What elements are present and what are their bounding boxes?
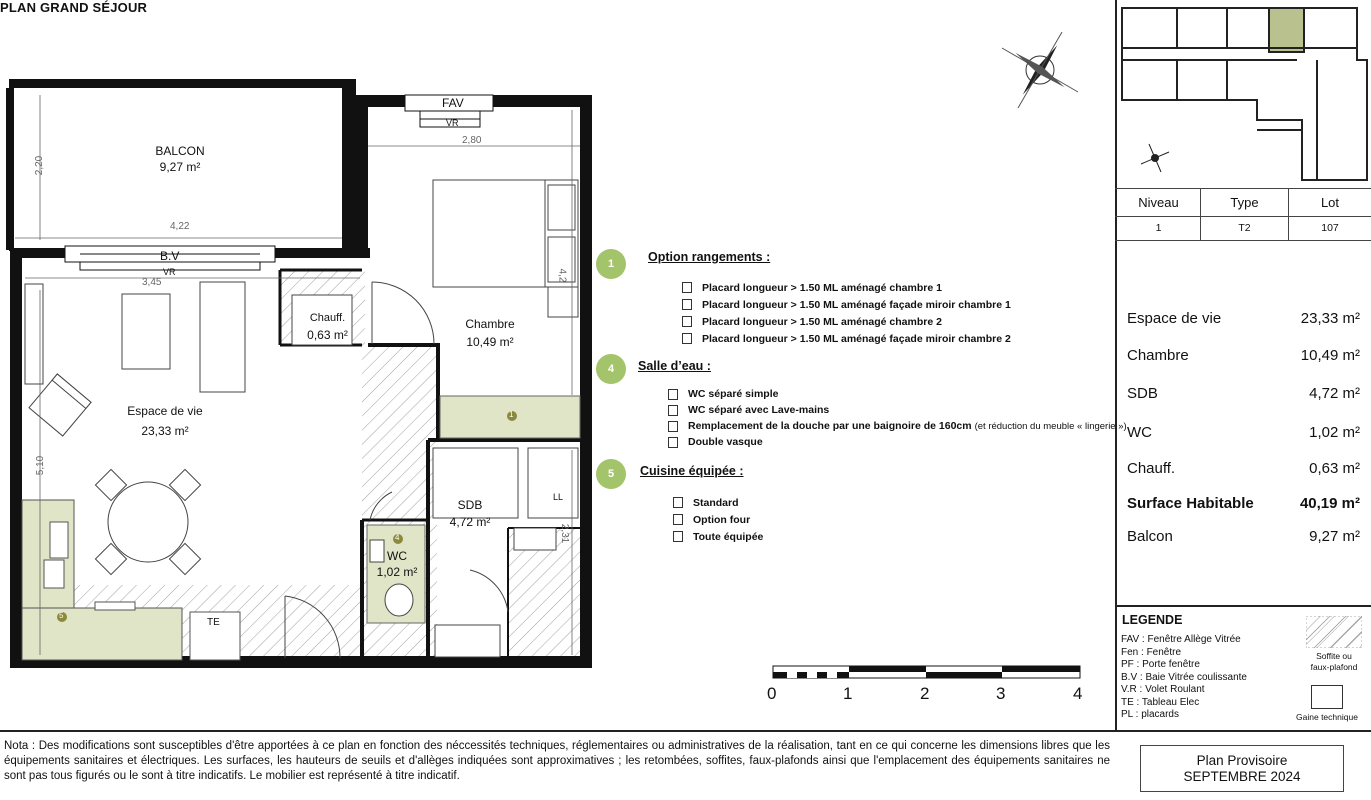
room-name-chauff: Chauff. bbox=[309, 312, 346, 324]
status-line: Plan Provisoire bbox=[1196, 752, 1288, 768]
nota-text: Nota : Des modifications sont susceptibles d'être apportées à ce plan en fonction des néccessités techniques, réglementaires ou administratives de la réalisation, tant en ce qui concerne les dimensions libres que les équipements sanitaires et électriques. Les surfaces, les hauteurs de seuils et d'allèges indiquées sont approximatives ; les retombées, soffites, faux-plafonds ainsi que l'emplacement des équipements sanitaires ne sont pas tous figurés ou le sont à titre indicatifs. Le mobilier est représenté à titre indicatif. bbox=[4, 740, 1110, 782]
option-title-cuisine: Cuisine équipée : bbox=[640, 464, 744, 478]
bv-label: B.V bbox=[160, 249, 180, 263]
fav-label: FAV bbox=[442, 96, 464, 110]
option-title-salle-eau: Salle d’eau : bbox=[638, 359, 711, 373]
dim-bv-width: 3,45 bbox=[142, 277, 162, 288]
option-badge-rangements: 1 bbox=[596, 249, 626, 279]
room-name-sdb: SDB bbox=[457, 498, 483, 512]
checkbox-icon[interactable] bbox=[668, 405, 678, 416]
checkbox-icon[interactable] bbox=[673, 531, 683, 542]
room-area-sdb: 4,72 m² bbox=[449, 515, 491, 529]
option-badge-salle-eau: 4 bbox=[596, 354, 626, 384]
option-checkbox-item[interactable]: Option four bbox=[673, 511, 763, 528]
option-checkbox-item[interactable]: Remplacement de la douche par une baignoire de 160cm (et réduction du meuble « lingerie ») bbox=[668, 418, 1127, 434]
legend-gaine-label: Gaine technique bbox=[1296, 712, 1358, 722]
checkbox-icon[interactable] bbox=[668, 437, 678, 448]
outer-wall bbox=[10, 248, 22, 668]
checkbox-icon[interactable] bbox=[682, 299, 692, 310]
legend-gaine-swatch bbox=[1311, 685, 1343, 709]
dim-balcon-width: 4,22 bbox=[170, 221, 190, 232]
ll-label: LL bbox=[553, 492, 564, 502]
surface-row: Chauff. 0,63 m² bbox=[1127, 460, 1360, 477]
checkbox-icon[interactable] bbox=[668, 421, 678, 432]
scale-label: 4 bbox=[1073, 684, 1083, 703]
scale-bar bbox=[773, 666, 1080, 678]
room-name-wc: WC bbox=[387, 549, 407, 563]
scale-label: 3 bbox=[996, 684, 1006, 703]
balcon-wall bbox=[342, 80, 356, 250]
lot-table-cell: 1 bbox=[1155, 222, 1162, 234]
option-checkbox-item[interactable]: WC séparé simple bbox=[668, 386, 1127, 402]
surface-row: SDB 4,72 m² bbox=[1127, 385, 1360, 402]
option-checkbox-item[interactable]: WC séparé avec Lave-mains bbox=[668, 402, 1127, 418]
checkbox-icon[interactable] bbox=[673, 497, 683, 508]
room-area-wc: 1,02 m² bbox=[376, 565, 418, 579]
key-plan bbox=[1117, 0, 1371, 186]
marker-label: 4 bbox=[395, 533, 400, 542]
bed bbox=[433, 180, 545, 287]
legend-title: LEGENDE bbox=[1122, 613, 1183, 627]
dining-table bbox=[108, 482, 188, 562]
room-name-espace: Espace de vie bbox=[127, 404, 203, 418]
checkbox-icon[interactable] bbox=[668, 389, 678, 400]
dim-chambre-height: 4,2 bbox=[556, 268, 568, 283]
option-checkbox-item[interactable]: Placard longueur > 1.50 ML aménagé chambre 2 bbox=[682, 313, 1011, 330]
surface-row-total: Surface Habitable 40,19 m² bbox=[1127, 495, 1360, 512]
room-name-chambre: Chambre bbox=[465, 317, 515, 331]
status-line: SEPTEMBRE 2024 bbox=[1183, 768, 1301, 784]
option-checkbox-item[interactable]: Placard longueur > 1.50 ML aménagé façade miroir chambre 1 bbox=[682, 296, 1011, 313]
dim-espace-height: 5,10 bbox=[35, 455, 47, 476]
legend-hatch-label: faux-plafond bbox=[1310, 662, 1358, 672]
scale-label: 0 bbox=[767, 684, 777, 703]
marker-label: 1 bbox=[509, 410, 514, 419]
lot-table-header: Lot bbox=[1320, 194, 1340, 210]
room-area-chambre: 10,49 m² bbox=[466, 335, 514, 349]
sofa bbox=[200, 282, 245, 392]
lot-table-cell: 107 bbox=[1321, 222, 1339, 234]
room-area-espace: 23,33 m² bbox=[141, 424, 189, 438]
scale-label: 2 bbox=[920, 684, 930, 703]
option-checkbox-item[interactable]: Standard bbox=[673, 494, 763, 511]
dim-sdb-height: 2,31 bbox=[559, 523, 571, 544]
surface-row: Balcon 9,27 m² bbox=[1127, 528, 1360, 545]
room-area-balcon: 9,27 m² bbox=[159, 160, 201, 174]
option-checkbox-item[interactable]: Double vasque bbox=[668, 434, 1127, 450]
checkbox-icon[interactable] bbox=[682, 333, 692, 344]
legend-hatch-label: Soffite ou bbox=[1316, 651, 1352, 661]
legend-hatch-swatch bbox=[1306, 616, 1362, 648]
option-title-rangements: Option rangements : bbox=[648, 250, 771, 264]
option-checkbox-item[interactable]: Toute équipée bbox=[673, 528, 763, 545]
surface-row: Chambre 10,49 m² bbox=[1127, 347, 1360, 364]
vr-label: VR bbox=[163, 267, 176, 277]
room-area-chauff: 0,63 m² bbox=[307, 328, 348, 342]
balcon-wall bbox=[10, 80, 355, 88]
marker-label: 5 bbox=[59, 611, 64, 620]
checkbox-icon[interactable] bbox=[673, 514, 683, 525]
surface-row: WC 1,02 m² bbox=[1127, 424, 1360, 441]
te-label: TE bbox=[207, 617, 220, 628]
lot-table-header: Type bbox=[1230, 194, 1259, 210]
compass-icon bbox=[1002, 32, 1078, 108]
legend-list: FAV : Fenêtre Allège Vitrée Fen : Fenêtre PF : Porte fenêtre B.V : Baie Vitrée coulissante V.R : Volet Roulant TE : Tableau Elec PL : placards bbox=[1121, 634, 1247, 720]
lot-table-header: Niveau bbox=[1138, 194, 1179, 210]
option-badge-cuisine: 5 bbox=[596, 459, 626, 489]
outer-wall bbox=[356, 95, 368, 255]
option-checkbox-item[interactable]: Placard longueur > 1.50 ML aménagé chambre 1 bbox=[682, 279, 1011, 296]
lot-table-cell: T2 bbox=[1238, 222, 1251, 234]
status-box bbox=[1140, 745, 1344, 792]
surface-row: Espace de vie 23,33 m² bbox=[1127, 310, 1360, 327]
dim-fav-width: 2,80 bbox=[462, 135, 482, 146]
room-name-balcon: BALCON bbox=[155, 144, 205, 158]
page-title: PLAN GRAND SÉJOUR bbox=[0, 0, 148, 15]
outer-wall bbox=[580, 95, 592, 668]
checkbox-icon[interactable] bbox=[682, 282, 692, 293]
dim-balcon-height: 2,20 bbox=[34, 155, 46, 176]
scale-label: 1 bbox=[843, 684, 853, 703]
vr-label: VR bbox=[446, 118, 459, 128]
option-checkbox-item[interactable]: Placard longueur > 1.50 ML aménagé façade miroir chambre 2 bbox=[682, 330, 1011, 347]
checkbox-icon[interactable] bbox=[682, 316, 692, 327]
